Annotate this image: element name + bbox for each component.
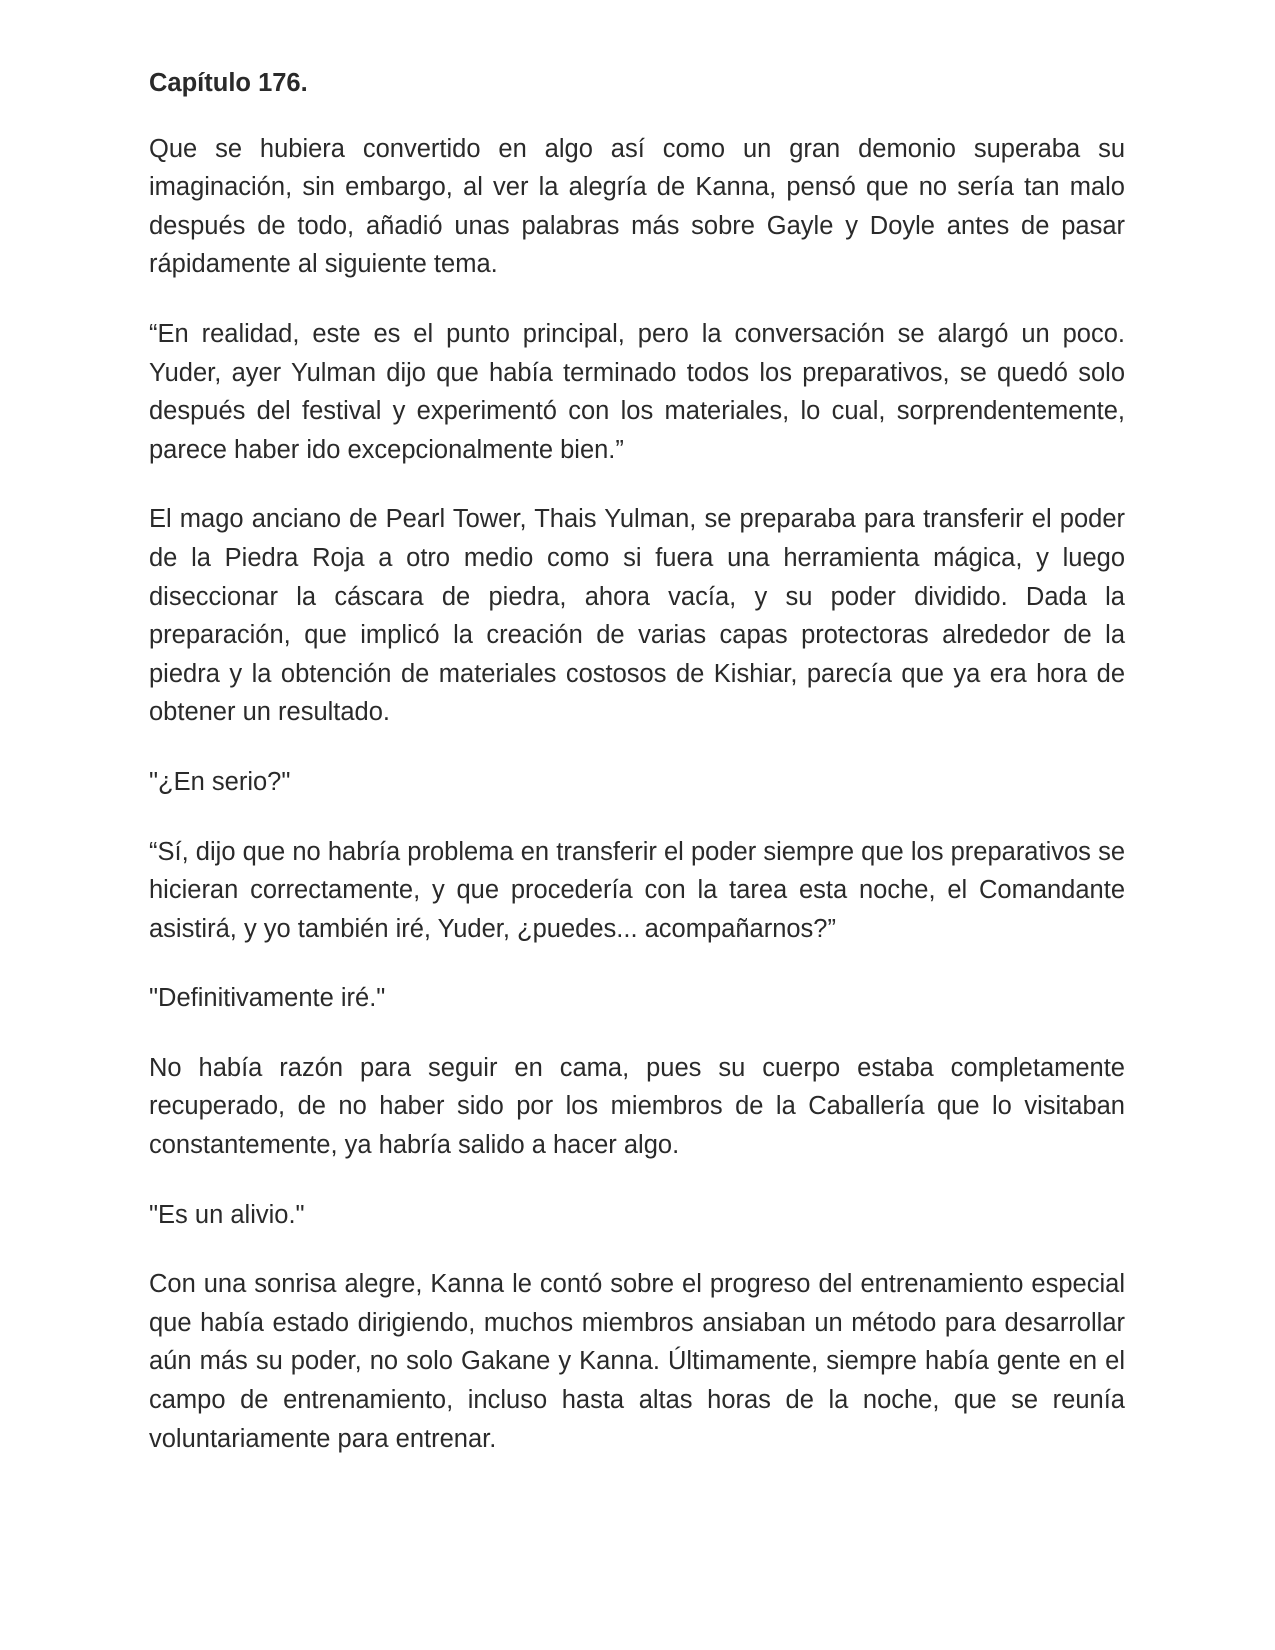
- paragraph: “En realidad, este es el punto principal, pero la conversación se alargó un poco. Yuder, ayer Yulman dijo que había terminado todos los preparativos, se quedó solo después del festival y experimentó con los materiales, lo cual, sorprendentemente, parece haber ido excepcionalmente bien.”: [149, 319, 1125, 464]
- paragraph: El mago anciano de Pearl Tower, Thais Yulman, se preparaba para transferir el poder de la Piedra Roja a otro medio como si fuera una herramienta mágica, y luego diseccionar la cáscara de piedra, ahora vacía, y su poder dividido. Dada la preparación, que implicó la creación de varias capas protectoras alrededor de la piedra y la obtención de materiales costosos de Kishiar, parecía que ya era hora de obtener un resultado.: [149, 505, 1125, 727]
- chapter-title: Capítulo 176.: [149, 69, 308, 97]
- paragraph: No había razón para seguir en cama, pues su cuerpo estaba completamente recuperado, de no haber sido por los miembros de la Caballería que lo visitaban constantemente, ya habría salido a hacer algo.: [149, 1053, 1125, 1160]
- paragraph: "Definitivamente iré.": [149, 984, 386, 1013]
- paragraph: Con una sonrisa alegre, Kanna le contó sobre el progreso del entrenamiento especial que había estado dirigiendo, muchos miembros ansiaban un método para desarrollar aún más su poder, no solo Gakane y Kanna. Últimamente, siempre había gente en el campo de entrenamiento, incluso hasta altas horas de la noche, que se reunía voluntariamente para entrenar.: [149, 1270, 1125, 1453]
- paragraph: “Sí, dijo que no habría problema en transferir el poder siempre que los preparativos se hicieran correctamente, y que procedería con la tarea esta noche, el Comandante asistirá, y yo también iré, Yuder, ¿puedes... acompañarnos?”: [149, 837, 1125, 943]
- paragraph: "¿En serio?": [149, 767, 291, 796]
- document-page: [149, 64, 1125, 1489]
- paragraph: Que se hubiera convertido en algo así como un gran demonio superaba su imaginación, sin embargo, al ver la alegría de Kanna, pensó que no sería tan malo después de todo, añadió unas palabras más sobre Gayle y Doyle antes de pasar rápidamente al siguiente tema.: [149, 134, 1125, 279]
- paragraph: "Es un alivio.": [149, 1200, 305, 1229]
